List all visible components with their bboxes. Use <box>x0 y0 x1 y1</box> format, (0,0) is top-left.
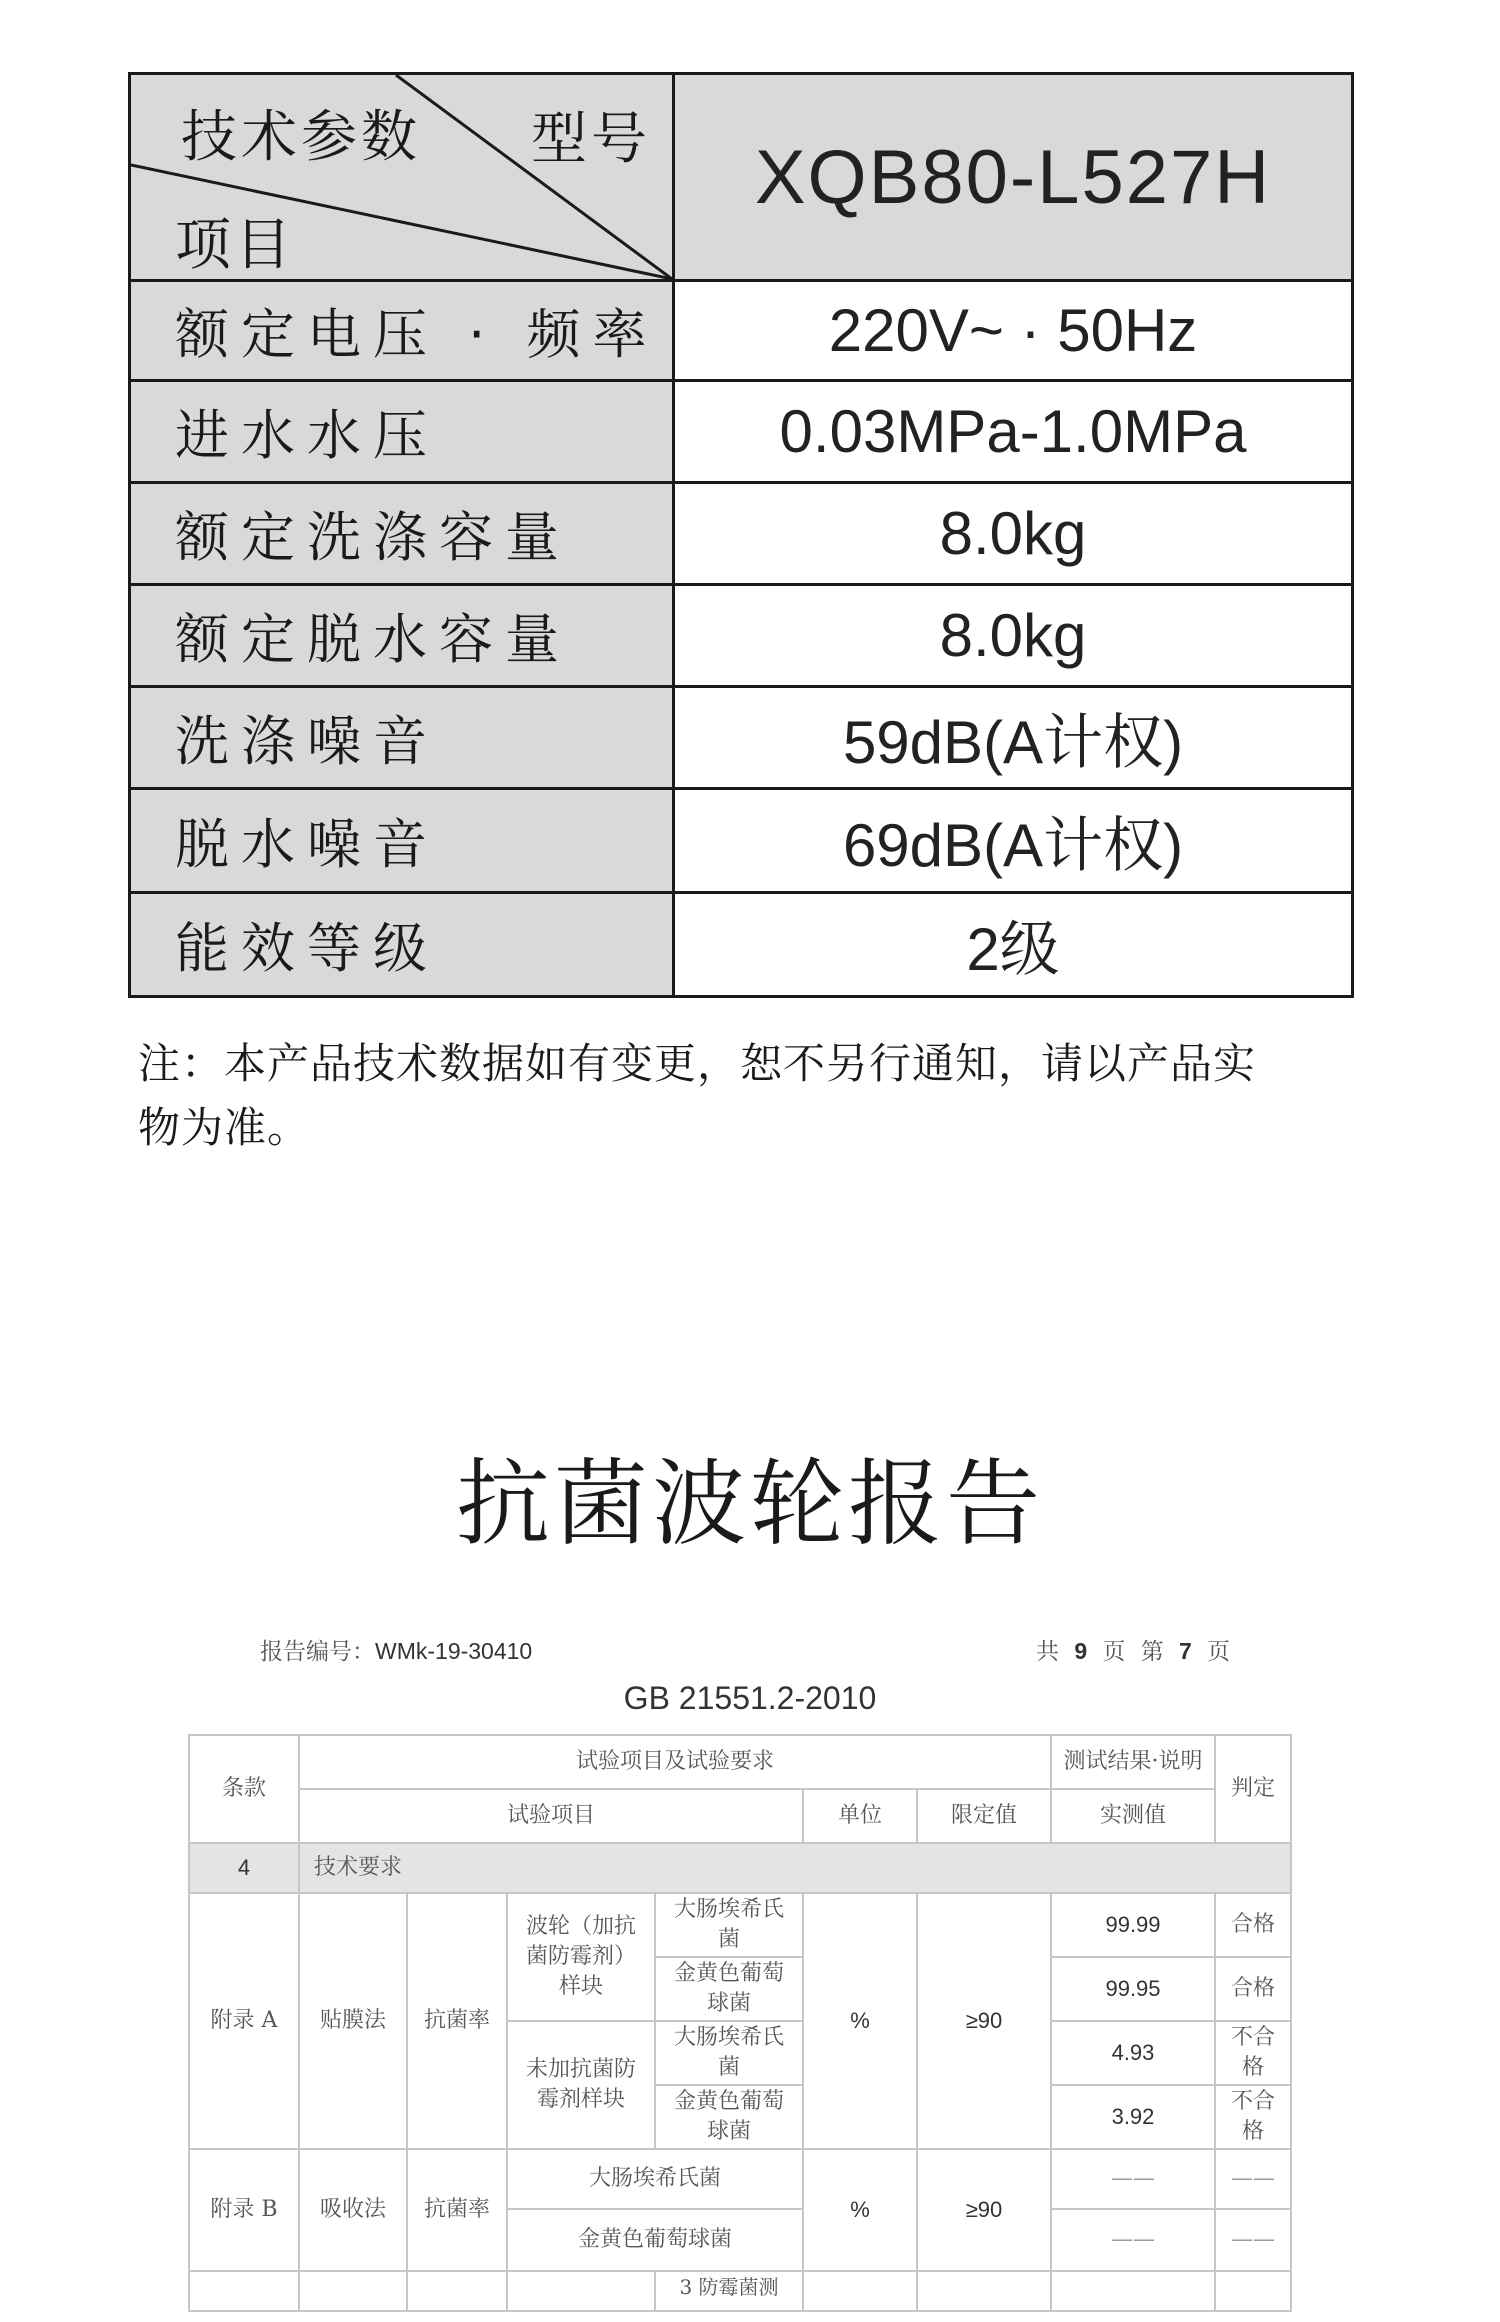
spec-label: 脱水噪音 <box>131 790 675 891</box>
appendix-a-bacteria: 金黄色葡萄球菌 <box>655 2085 803 2149</box>
spec-value: 69dB(A计权) <box>842 811 1184 879</box>
spec-value: 8.0kg <box>939 602 1087 669</box>
spec-value: 2级 <box>966 915 1060 983</box>
appendix-b-judgement: —— <box>1215 2209 1291 2271</box>
report-row-partial <box>189 2271 1291 2311</box>
appendix-b-bacteria: 金黄色葡萄球菌 <box>507 2209 803 2271</box>
header-test-item-req: 试验项目及试验要求 <box>299 1735 1051 1789</box>
partial-cell <box>917 2271 1051 2311</box>
appendix-a-result: 3.92 <box>1051 2085 1215 2149</box>
appendix-a-bacteria: 金黄色葡萄球菌 <box>655 1957 803 2021</box>
report-number-label: 报告编号： <box>260 1639 375 1665</box>
partial-mold-label: 3 防霉菌测 <box>655 2271 803 2311</box>
params-label: 技术参数 <box>181 105 421 170</box>
report-header-row-2 <box>189 1789 1291 1843</box>
spec-label: 进水水压 <box>131 382 675 481</box>
appendix-a-sample-1: 波轮（加抗菌防霉剂）样块 <box>507 1893 655 2021</box>
spec-row-voltage <box>131 279 1351 379</box>
spec-label: 洗涤噪音 <box>131 688 675 787</box>
item-label: 项目 <box>175 213 295 278</box>
spec-value: 220V~ · 50Hz <box>828 297 1198 364</box>
report-number-value: WMk-19-30410 <box>375 1638 533 1664</box>
appendix-a-judgement: 不合格 <box>1215 2085 1291 2149</box>
page-total-prefix: 共 <box>1036 1639 1059 1665</box>
page-total-suffix: 页 <box>1102 1639 1126 1665</box>
report-table <box>188 1734 1292 2312</box>
spec-value: 8.0kg <box>939 500 1087 567</box>
partial-cell <box>407 2271 507 2311</box>
report-page-info <box>1036 1633 1230 1666</box>
header-judgement: 判定 <box>1215 1735 1291 1843</box>
appendix-a-result: 99.99 <box>1051 1893 1215 1957</box>
spec-label: 额定电压 · 频率 <box>131 282 675 379</box>
appendix-b-bacteria: 大肠埃希氏菌 <box>507 2149 803 2209</box>
note-line-1: 注：本产品技术数据如有变更，恕不另行通知，请以产品实 <box>138 1039 1257 1088</box>
appendix-a-bacteria: 大肠埃希氏菌 <box>655 1893 803 1957</box>
header-clause: 条款 <box>189 1735 299 1843</box>
spec-row-energy-class <box>131 891 1351 995</box>
appendix-b-method: 吸收法 <box>299 2149 407 2271</box>
header-limit: 限定值 <box>917 1789 1051 1843</box>
section-title: 抗菌波轮报告 <box>455 1450 1044 1559</box>
spec-header-label-cell <box>131 75 675 279</box>
appendix-b-judgement: —— <box>1215 2149 1291 2209</box>
appendix-a-row-1 <box>189 1893 1291 1957</box>
report-section-row <box>189 1843 1291 1893</box>
report-header-row-1 <box>189 1735 1291 1789</box>
partial-cell <box>189 2271 299 2311</box>
appendix-a-judgement: 合格 <box>1215 1893 1291 1957</box>
partial-cell <box>803 2271 917 2311</box>
appendix-b-metric: 抗菌率 <box>407 2149 507 2271</box>
appendix-b-limit: ≥90 <box>917 2149 1051 2271</box>
appendix-b-result: —— <box>1051 2209 1215 2271</box>
page-current-prefix: 第 <box>1140 1639 1164 1665</box>
spec-row-spin-capacity <box>131 583 1351 685</box>
appendix-a-result: 99.95 <box>1051 1957 1215 2021</box>
appendix-b-result: —— <box>1051 2149 1215 2209</box>
spec-value: 0.03MPa-1.0MPa <box>779 398 1247 465</box>
appendix-a-bacteria: 大肠埃希氏菌 <box>655 2021 803 2085</box>
appendix-a-unit: % <box>803 1893 917 2149</box>
appendix-a-metric: 抗菌率 <box>407 1893 507 2149</box>
partial-cell <box>1215 2271 1291 2311</box>
page-current: 7 <box>1179 1638 1192 1664</box>
spec-table <box>128 72 1354 998</box>
appendix-a-judgement: 不合格 <box>1215 2021 1291 2085</box>
spec-label: 额定脱水容量 <box>131 586 675 685</box>
appendix-a-result: 4.93 <box>1051 2021 1215 2085</box>
header-test-item: 试验项目 <box>299 1789 803 1843</box>
appendix-a-judgement: 合格 <box>1215 1957 1291 2021</box>
page-total: 9 <box>1074 1638 1088 1664</box>
spec-header-row <box>131 75 1351 279</box>
header-result-desc: 测试结果·说明 <box>1051 1735 1215 1789</box>
spec-row-spin-noise <box>131 787 1351 891</box>
appendix-a-sample-2: 未加抗菌防霉剂样块 <box>507 2021 655 2149</box>
header-unit: 单位 <box>803 1789 917 1843</box>
spec-row-water-pressure <box>131 379 1351 481</box>
appendix-b-unit: % <box>803 2149 917 2271</box>
report-standard: GB 21551.2-2010 <box>623 1680 877 1716</box>
partial-cell <box>507 2271 655 2311</box>
spec-label: 能效等级 <box>131 894 675 995</box>
appendix-b-clause: 附录 B <box>189 2149 299 2271</box>
appendix-a-clause: 附录 A <box>189 1893 299 2149</box>
model-label: 型号 <box>531 107 651 172</box>
disclaimer-note <box>138 1032 1358 1160</box>
spec-row-wash-noise <box>131 685 1351 787</box>
page-current-suffix: 页 <box>1207 1639 1231 1665</box>
section-label: 技术要求 <box>299 1843 1291 1893</box>
spec-value: 59dB(A计权) <box>842 708 1184 776</box>
partial-cell <box>1051 2271 1215 2311</box>
report-number <box>260 1633 532 1666</box>
header-measured: 实测值 <box>1051 1789 1215 1843</box>
appendix-b-row-1 <box>189 2149 1291 2209</box>
section-clause: 4 <box>189 1843 299 1893</box>
spec-label: 额定洗涤容量 <box>131 484 675 583</box>
model-value: XQB80-L527H <box>675 75 1351 279</box>
note-line-2: 物为准。 <box>138 1103 311 1152</box>
spec-row-wash-capacity <box>131 481 1351 583</box>
appendix-a-limit: ≥90 <box>917 1893 1051 2149</box>
partial-cell <box>299 2271 407 2311</box>
appendix-a-method: 贴膜法 <box>299 1893 407 2149</box>
